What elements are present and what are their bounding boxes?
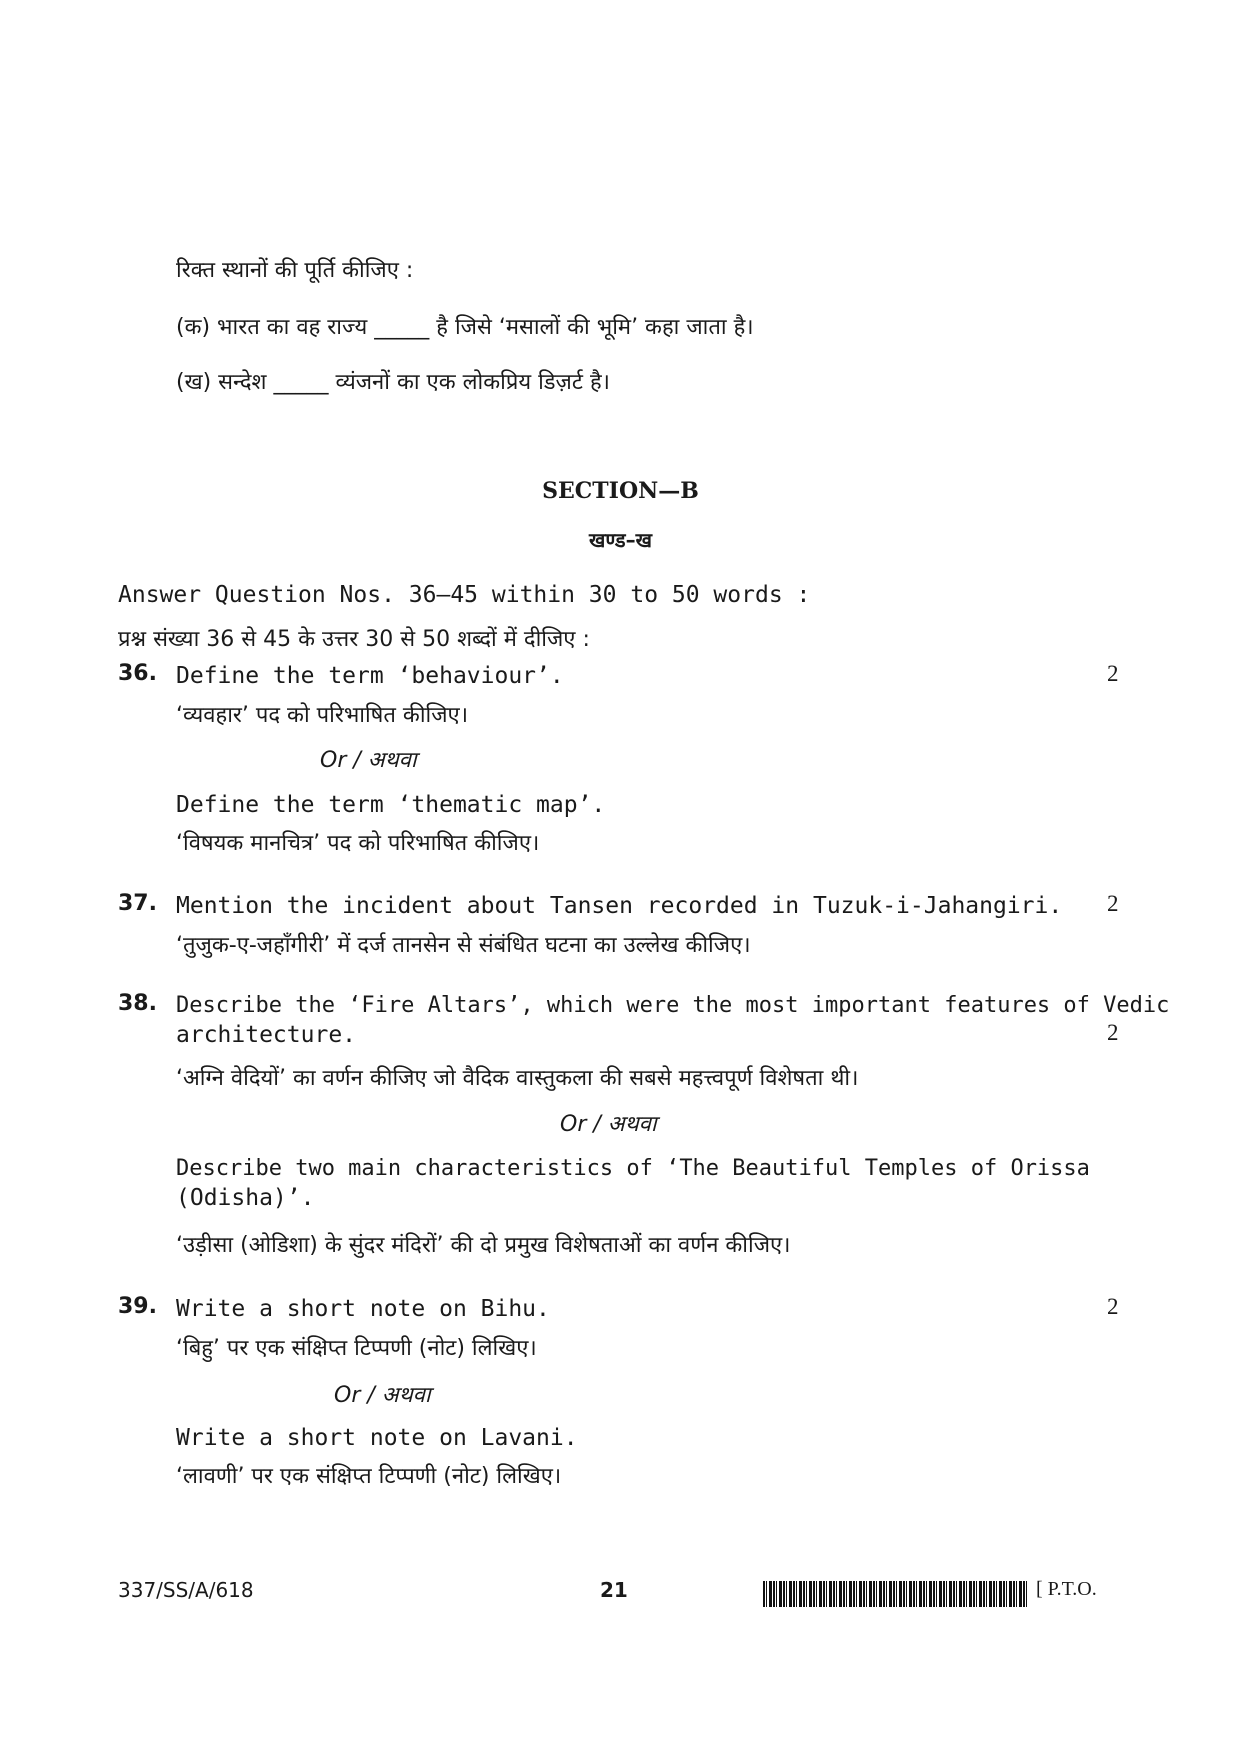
or-separator: Or / अथवा — [334, 1383, 431, 1408]
pto-label: [ P.T.O. — [1036, 1578, 1097, 1600]
question-number: 39. — [118, 1294, 157, 1319]
question-text-hindi: ‘तुजुक-ए-जहाँगीरी’ में दर्ज तानसेन से संबंधित घटना का उल्लेख कीजिए। — [176, 933, 751, 958]
question-number: 37. — [118, 891, 157, 916]
question-text: Mention the incident about Tansen recorded in Tuzuk-i-Jahangiri. — [176, 893, 1063, 919]
section-title-hindi: खण्ड–ख — [589, 528, 652, 552]
barcode-icon — [763, 1581, 1028, 1607]
alternative-question-text: Write a short note on Lavani. — [176, 1425, 578, 1451]
question-marks: 2 — [1107, 891, 1119, 916]
alternative-question-text: Define the term ‘thematic map’. — [176, 792, 606, 818]
question-text: Write a short note on Bihu. — [176, 1296, 550, 1322]
question-text: Describe the ‘Fire Altars’, which were the most important features of Vedic — [176, 993, 1170, 1018]
question-number: 36. — [118, 661, 157, 686]
fill-blanks-instruction: रिक्त स्थानों की पूर्ति कीजिए : — [176, 258, 414, 283]
question-marks: 2 — [1107, 1294, 1119, 1319]
or-separator: Or / अथवा — [320, 748, 417, 773]
fill-blank-a: (क) भारत का वह राज्य _____ है जिसे ‘मसालों की भूमि’ कहा जाता है। — [176, 315, 754, 340]
alternative-question-text-line2: (Odisha)’. — [176, 1185, 315, 1211]
alternative-question-text-hindi: ‘उड़ीसा (ओडिशा) के सुंदर मंदिरों’ की दो प्रमुख विशेषताओं का वर्णन कीजिए। — [176, 1233, 791, 1258]
section-instruction-hindi: प्रश्न संख्या 36 से 45 के उत्तर 30 से 50 शब्दों में दीजिए : — [118, 627, 590, 652]
question-marks: 2 — [1107, 1020, 1119, 1045]
fill-blank-b: (ख) सन्देश _____ व्यंजनों का एक लोकप्रिय डिज़र्ट है। — [176, 370, 610, 395]
alternative-question-text: Describe two main characteristics of ‘The Beautiful Temples of Orissa — [176, 1156, 1090, 1181]
question-text-hindi: ‘अग्नि वेदियों’ का वर्णन कीजिए जो वैदिक वास्तुकला की सबसे महत्त्वपूर्ण विशेषता थी। — [176, 1066, 859, 1091]
page-number: 21 — [600, 1578, 628, 1602]
alternative-question-text-hindi: ‘लावणी’ पर एक संक्षिप्त टिप्पणी (नोट) लिखिए। — [176, 1464, 562, 1489]
or-separator: Or / अथवा — [560, 1112, 657, 1137]
question-text-hindi: ‘बिहु’ पर एक संक्षिप्त टिप्पणी (नोट) लिखिए। — [176, 1336, 537, 1361]
question-marks: 2 — [1107, 661, 1119, 686]
question-text: Define the term ‘behaviour’. — [176, 663, 564, 689]
question-number: 38. — [118, 991, 157, 1016]
question-text-hindi: ‘व्यवहार’ पद को परिभाषित कीजिए। — [176, 703, 469, 728]
section-instruction: Answer Question Nos. 36–45 within 30 to 50 words : — [118, 582, 811, 608]
alternative-question-text-hindi: ‘विषयक मानचित्र’ पद को परिभाषित कीजिए। — [176, 831, 540, 856]
question-text-line2: architecture. — [176, 1022, 357, 1048]
paper-code: 337/SS/A/618 — [118, 1578, 254, 1602]
section-title: SECTION—B — [542, 478, 699, 504]
